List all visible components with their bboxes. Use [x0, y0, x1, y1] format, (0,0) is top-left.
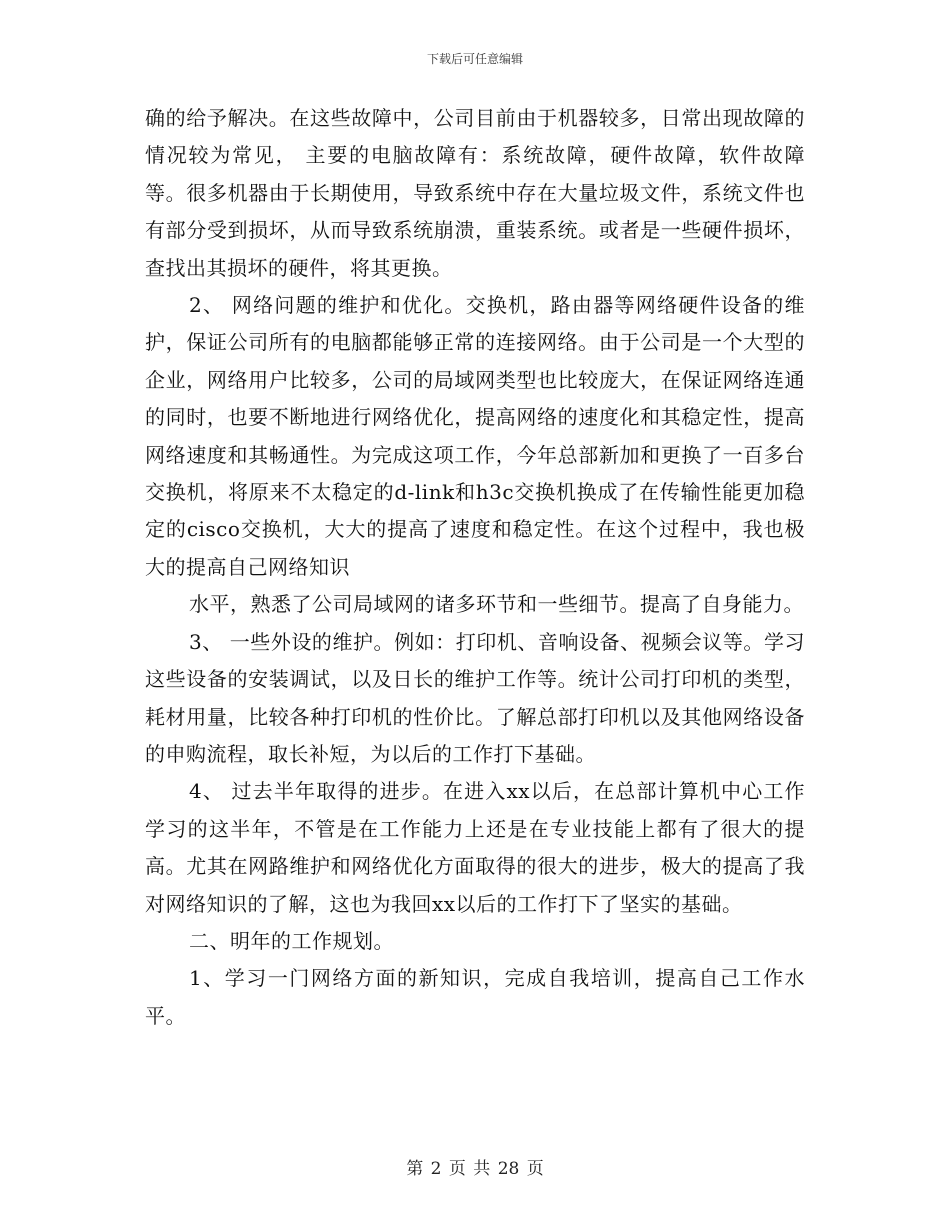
document-body [145, 100, 805, 1035]
paragraph-network-knowledge: 水平，熟悉了公司局域网的诸多环节和一些细节。提高了自身能力。 [189, 592, 804, 617]
page-header: 下载后可任意编辑 [426, 52, 523, 66]
page-number-footer: 第 2 页 共 28 页 [406, 1159, 544, 1179]
paragraph-plan-item-1: 1、学习一门网络方面的新知识，完成自我培训，提高自己工作水平。 [145, 966, 805, 1028]
section-heading-next-year-plan: 二、明年的工作规划。 [189, 928, 394, 953]
paragraph-network-maintenance: 2、 网络问题的维护和优化。交换机，路由器等网络硬件设备的维护，保证公司所有的电脑都能够正常的连接网络。由于公司是一个大型的企业，网络用户比较多，公司的局域网类型也比较庞大，在保证网络连通的同时，也要不断地进行网络优化，提高网络的速度化和其稳定性，提高网络速度和其畅通性。为完成这项工作，今年总部新加和更换了一百多台交换机，将原来不太稳定的d-link和h3c交换机换成了在传输性能更加稳定的cisco交换机，大大的提高了速度和稳定性。在这个过程中，我也极大的提高自己网络知识 [145, 293, 805, 579]
paragraph-peripheral-maintenance: 3、 一些外设的维护。例如：打印机、音响设备、视频会议等。学习这些设备的安装调试，以及日长的维护工作等。统计公司打印机的类型，耗材用量，比较各种打印机的性价比。了解总部打印机以及其他网络设备的申购流程，取长补短，为以后的工作打下基础。 [145, 629, 805, 766]
paragraph-progress: 4、 过去半年取得的进步。在进入xx以后，在总部计算机中心工作学习的这半年，不管是在工作能力上还是在专业技能上都有了很大的提高。尤其在网路维护和网络优化方面取得的很大的进步，极大的提高了我对网络知识的了解，这也为我回xx以后的工作打下了坚实的基础。 [145, 779, 805, 916]
paragraph-continued-fault-handling: 确的给予解决。在这些故障中，公司目前由于机器较多，日常出现故障的情况较为常见， 主要的电脑故障有：系统故障，硬件故障，软件故障等。很多机器由于长期使用，导致系统中存在大量垃圾文件，系统文件也有部分受到损坏，从而导致系统崩溃，重装系统。或者是一些硬件损坏，查找出其损坏的硬件，将其更换。 [145, 106, 805, 280]
